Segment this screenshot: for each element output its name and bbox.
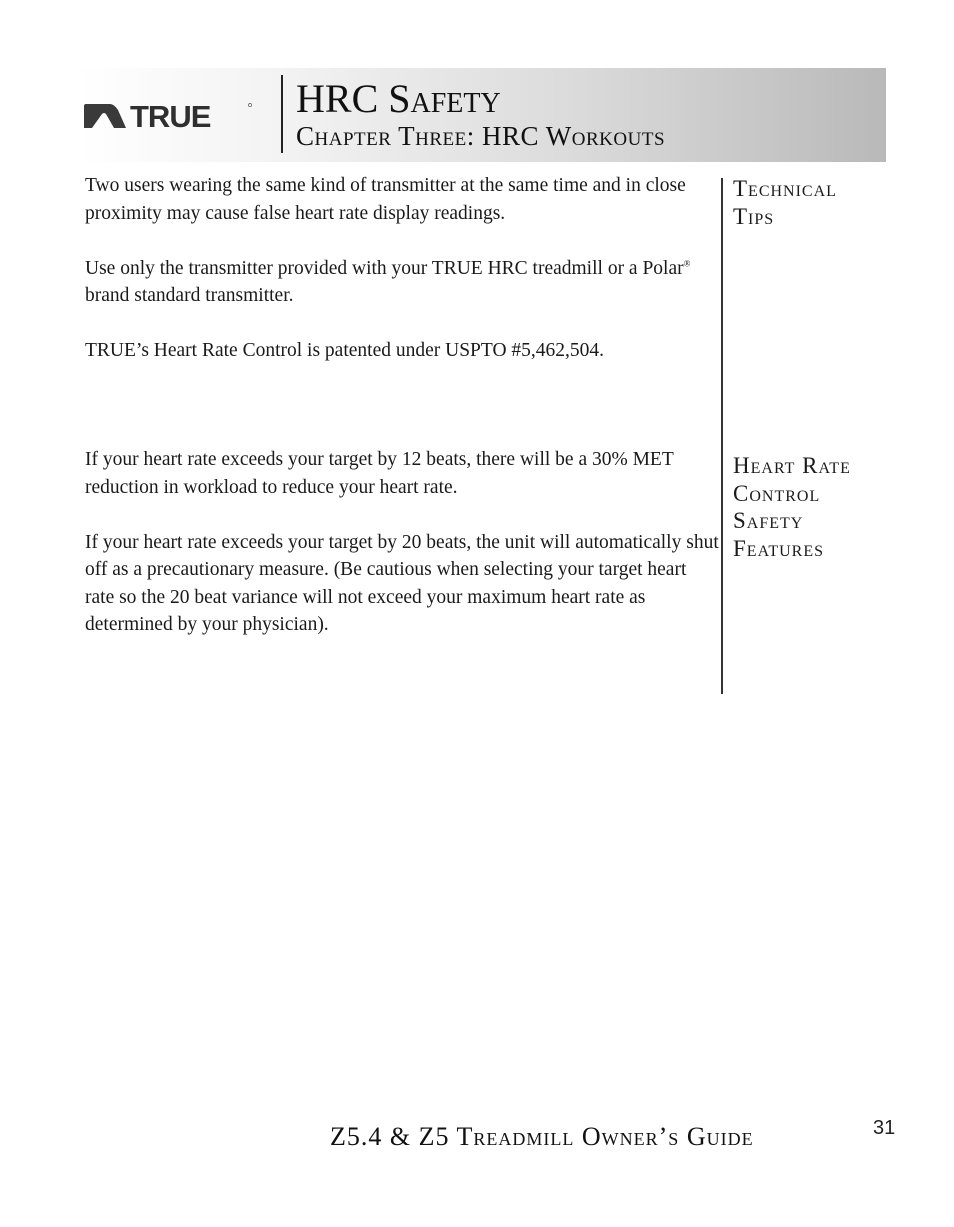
side-heading-line: Features bbox=[733, 535, 825, 561]
registered-mark: ® bbox=[683, 258, 691, 268]
side-heading-technical-tips bbox=[733, 175, 903, 230]
paragraph-text: brand standard transmitter. bbox=[85, 285, 294, 306]
side-heading-safety-features bbox=[733, 452, 903, 562]
side-heading-line: Safety bbox=[733, 508, 804, 533]
header-divider bbox=[281, 75, 283, 153]
side-heading-line: Heart Rate bbox=[733, 453, 851, 478]
paragraph-text: Use only the transmitter provided with your TRUE HRC treadmill or a Polar bbox=[85, 257, 684, 279]
page-number: 31 bbox=[873, 1117, 896, 1139]
paragraph-12-beats: If your heart rate exceeds your target by 12 beats, there will be a 30% MET reduction in workload to reduce your heart rate. bbox=[85, 449, 674, 498]
side-divider bbox=[721, 178, 723, 694]
paragraph-transmitter-type bbox=[85, 255, 720, 310]
logo-text: TRUE bbox=[130, 100, 211, 130]
paragraph-patent: TRUE’s Heart Rate Control is patented under USPTO #5,462,504. bbox=[85, 340, 605, 361]
side-heading-line: Technical bbox=[733, 176, 837, 201]
side-heading-line: Tips bbox=[733, 203, 775, 229]
technical-tips-body bbox=[85, 172, 720, 365]
chapter-title: Chapter Three: HRC Workouts bbox=[296, 121, 666, 151]
footer-guide-title: Z5.4 & Z5 Treadmill Owner’s Guide bbox=[330, 1122, 754, 1151]
safety-features-body bbox=[85, 446, 720, 639]
paragraph-20-beats: If your heart rate exceeds your target by 20 beats, the unit will automatically shut off as a precautionary measure. (Be cautious when selecting your target heart rate so the 20 beat variance will not exceed your maximum heart rate as determined by your physician). bbox=[85, 531, 719, 635]
side-heading-line: Control bbox=[733, 480, 821, 506]
true-logo bbox=[84, 100, 254, 130]
page-title: HRC Safety bbox=[296, 76, 501, 121]
paragraph-transmitter-interference: Two users wearing the same kind of transmitter at the same time and in close proximity may cause false heart rate display readings. bbox=[85, 175, 686, 224]
